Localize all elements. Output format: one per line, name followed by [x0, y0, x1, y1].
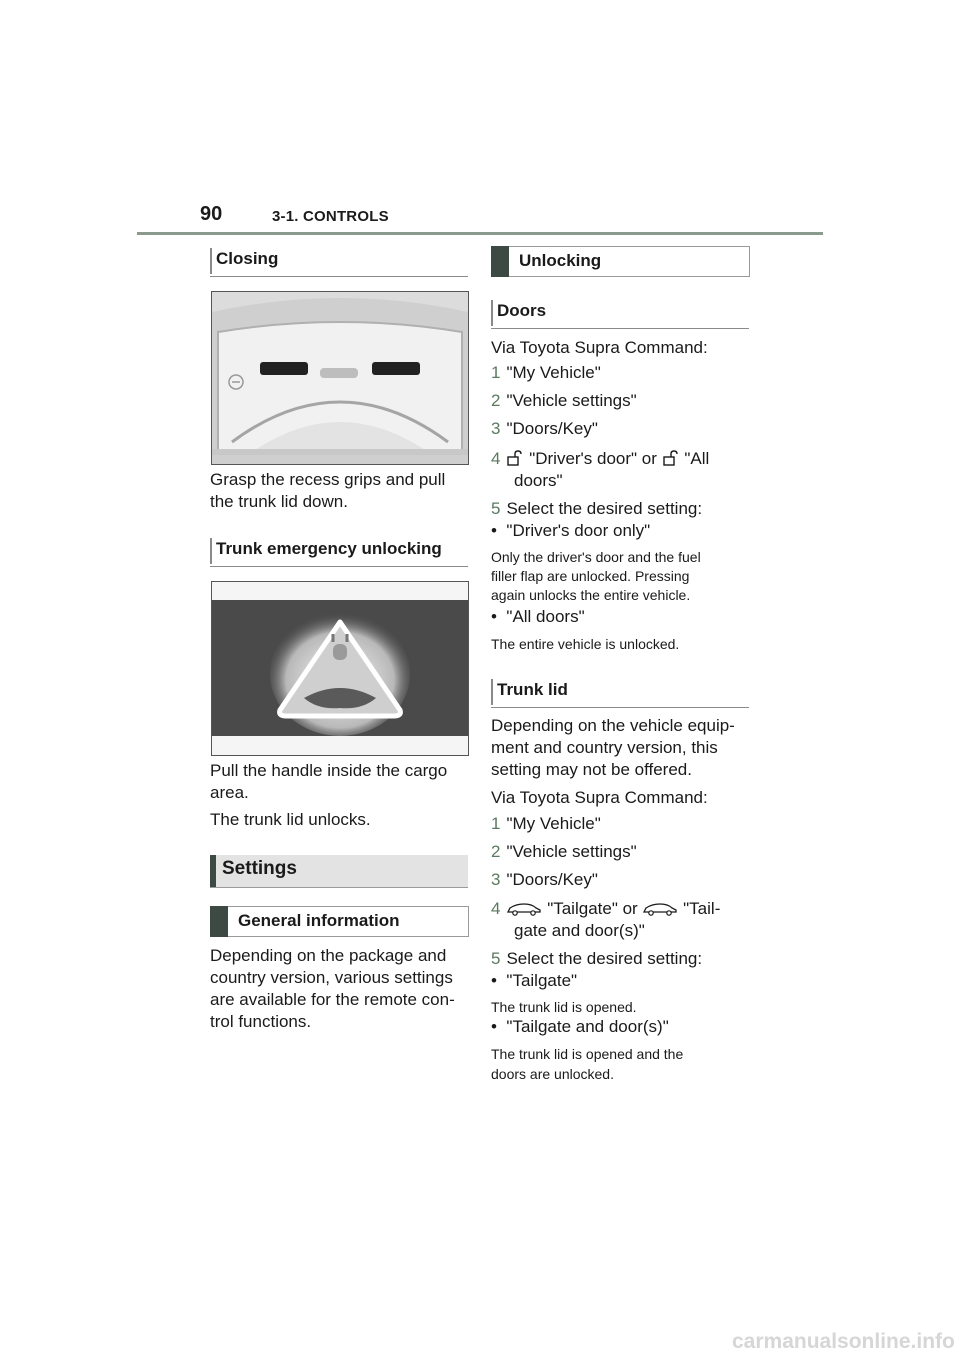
trunk-step-4-cont: gate and door(s)"	[514, 921, 645, 940]
car-icon	[506, 902, 542, 916]
closing-text-line1: Grasp the recess grips and pull	[210, 470, 446, 489]
pull-text-line1: Pull the handle inside the cargo	[210, 761, 448, 780]
doors-step-2: 2 "Vehicle settings"	[491, 391, 637, 410]
trunk-step-5: 5 Select the desired setting:	[491, 949, 703, 968]
driver-desc-line1: Only the driver's door and the fuel	[491, 549, 701, 565]
watermark: carmanualsonline.info	[732, 1330, 955, 1353]
trunk-lid-heading: Trunk lid	[491, 679, 568, 705]
settings-heading: Settings	[210, 855, 468, 887]
general-text-line2: country version, various settings	[210, 968, 453, 987]
doors-heading: Doors	[491, 300, 546, 326]
pull-text-line2: area.	[210, 783, 249, 802]
general-text-line1: Depending on the package and	[210, 946, 447, 965]
trunk-emergency-heading: Trunk emergency unlocking	[210, 538, 442, 564]
doors-step-4-cont: doors"	[514, 471, 563, 490]
trunk-step-4: 4 "Tailgate" or "Tail-	[491, 899, 721, 918]
all-desc: The entire vehicle is unlocked.	[491, 636, 680, 652]
depending-line3: setting may not be offered.	[491, 760, 692, 779]
driver-desc-line3: again unlocks the entire vehicle.	[491, 587, 691, 603]
page-number: 90	[200, 203, 223, 225]
trunk-step-3: 3 "Doors/Key"	[491, 870, 598, 889]
closing-heading: Closing	[210, 248, 278, 274]
divider	[210, 887, 468, 888]
driver-desc-line2: filler flap are unlocked. Pressing	[491, 568, 690, 584]
depending-line2: ment and country version, this	[491, 738, 718, 757]
divider	[491, 707, 749, 708]
tailgate-doors-desc-line1: The trunk lid is opened and the	[491, 1046, 684, 1062]
unlocks-text: The trunk lid unlocks.	[210, 810, 371, 829]
doors-step-5: 5 Select the desired setting:	[491, 499, 703, 518]
chapter-title: 3-1. CONTROLS	[272, 208, 389, 225]
divider	[210, 276, 468, 277]
general-text-line3: are available for the remote con-	[210, 990, 455, 1009]
trunk-closing-figure	[211, 291, 469, 465]
trunk-step-2: 2 "Vehicle settings"	[491, 842, 637, 861]
doors-step-4: 4 "Driver's door" or "All	[491, 449, 710, 468]
divider	[210, 566, 468, 567]
via-command-2: Via Toyota Supra Command:	[491, 788, 708, 807]
emergency-handle-figure	[211, 581, 469, 756]
bullet-tailgate-and-doors: • "Tailgate and door(s)"	[491, 1017, 669, 1036]
divider	[491, 328, 749, 329]
bullet-all-doors: • "All doors"	[491, 607, 585, 626]
via-command-1: Via Toyota Supra Command:	[491, 338, 708, 357]
tailgate-desc: The trunk lid is opened.	[491, 999, 637, 1015]
general-information-heading: General information	[210, 906, 469, 937]
doors-step-1: 1 "My Vehicle"	[491, 363, 601, 382]
tailgate-doors-desc-line2: doors are unlocked.	[491, 1066, 614, 1082]
doors-step-3: 3 "Doors/Key"	[491, 419, 598, 438]
unlock-icon	[662, 450, 680, 466]
depending-line1: Depending on the vehicle equip-	[491, 716, 735, 735]
header-rule	[137, 232, 823, 235]
bullet-drivers-door-only: • "Driver's door only"	[491, 521, 651, 540]
car-icon	[642, 902, 678, 916]
unlocking-heading: Unlocking	[491, 246, 750, 277]
bullet-tailgate: • "Tailgate"	[491, 971, 578, 990]
general-text-line4: trol functions.	[210, 1012, 312, 1031]
unlock-icon	[506, 450, 524, 466]
trunk-step-1: 1 "My Vehicle"	[491, 814, 601, 833]
closing-text-line2: the trunk lid down.	[210, 492, 348, 511]
